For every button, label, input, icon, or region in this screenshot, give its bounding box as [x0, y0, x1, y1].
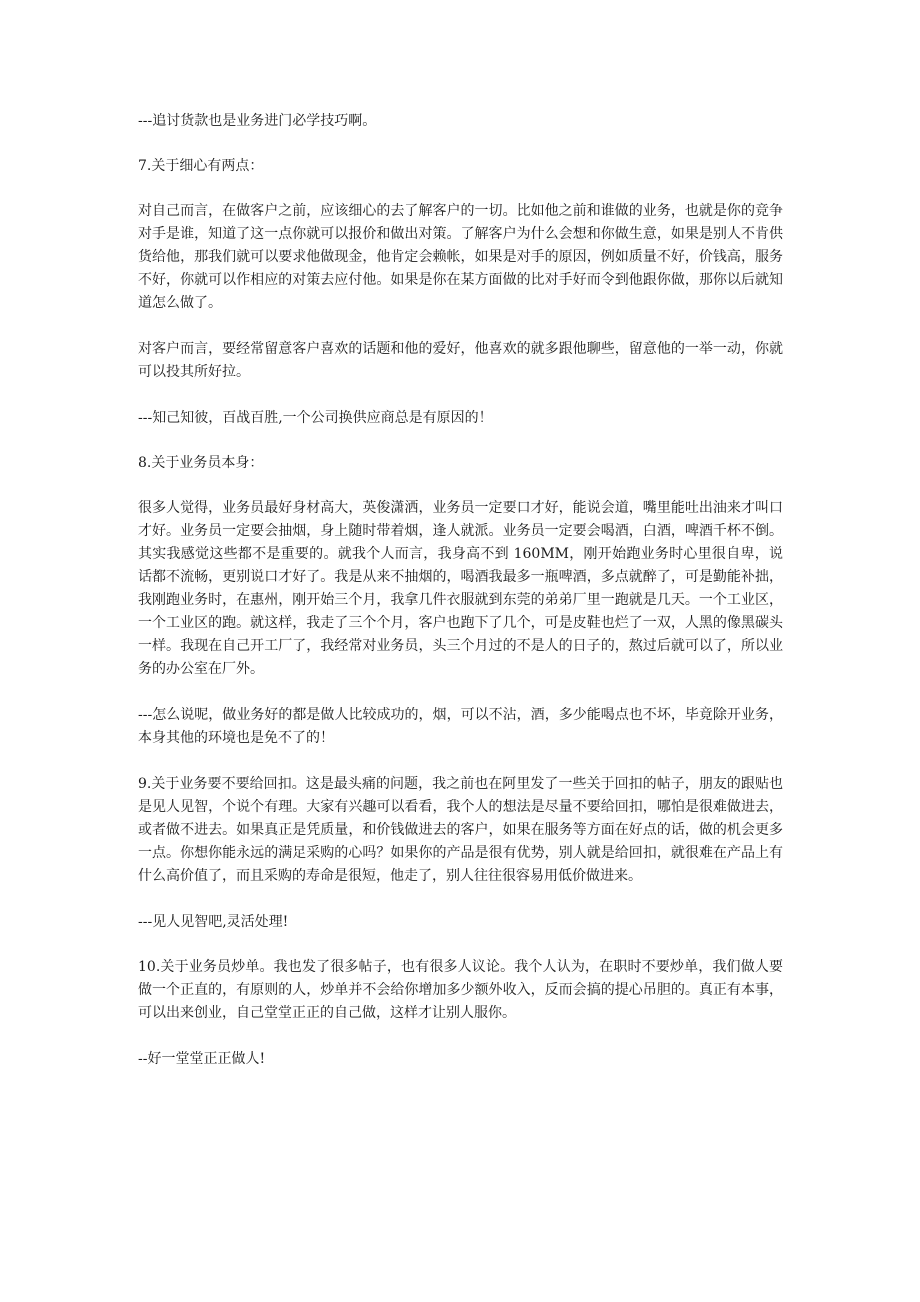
document-body	[138, 110, 783, 1093]
paragraph-collect-payment-note: ---追讨货款也是业务进门必学技巧啊。	[138, 113, 377, 129]
paragraph-kickback-note: ---见人见智吧,灵活处理!	[138, 914, 289, 930]
paragraph-know-enemy-note: ---知己知彼，百战百胜,一个公司换供应商总是有原因的！	[138, 410, 493, 426]
paragraph-integrity-note: --好一堂堂正正做人!	[138, 1051, 266, 1067]
heading-section-8: 8.关于业务员本身：	[138, 455, 264, 471]
paragraph-know-yourself: 对自己而言，在做客户之前，应该细心的去了解客户的一切。比如他之前和谁做的业务，也就是你的竞争对手是谁，知道了这一点你就可以报价和做出对策。了解客户为什么会想和你做生意，如果是别人不肯供货给他，那我们就可以要求他做现金，他肯定会赖帐，如果是对手的原因，例如质量不好，价钱高，服务不好，你就可以作相应的对策去应付他。如果是你在某方面做的比对手好而令到他跟你做，那你以后就知道怎么做了。	[138, 203, 783, 311]
paragraph-section-9-kickback: 9.关于业务要不要给回扣。这是最头痛的问题，我之前也在阿里发了一些关于回扣的帖子，朋友的跟贴也是见人见智，个说个有理。大家有兴趣可以看看，我个人的想法是尽量不要给回扣，哪怕是很难做进去，或者做不进去。如果真正是凭质量，和价钱做进去的客户，如果在服务等方面在好点的话，做的机会更多一点。你想你能永远的满足采购的心吗？如果你的产品是很有优势，别人就是给回扣，就很难在产品上有什么高价值了，而且采购的寿命是很短，他走了，别人往往很容易用低价做进来。	[138, 776, 783, 884]
heading-section-7: 7.关于细心有两点：	[138, 158, 264, 174]
paragraph-section-10-side-deals: 10.关于业务员炒单。我也发了很多帖子，也有很多人议论。我个人认为，在职时不要炒单，我们做人要做一个正直的，有原则的人，炒单并不会给你增加多少额外收入，反而会搞的提心吊胆的。真正有本事，可以出来创业，自己堂堂正正的自己做，这样才让别人服你。	[138, 959, 783, 1021]
paragraph-know-customer: 对客户而言，要经常留意客户喜欢的话题和他的爱好，他喜欢的就多跟他聊些，留意他的一举一动，你就可以投其所好拉。	[138, 341, 783, 380]
paragraph-salesman-note: ---怎么说呢，做业务好的都是做人比较成功的，烟，可以不沾，酒，多少能喝点也不坏，毕竟除开业务，本身其他的环境也是免不了的！	[138, 707, 783, 746]
paragraph-salesman-self: 很多人觉得，业务员最好身材高大，英俊潇洒，业务员一定要口才好，能说会道，嘴里能吐出油来才叫口才好。业务员一定要会抽烟，身上随时带着烟，逢人就派。业务员一定要会喝酒，白酒，啤酒千杯不倒。其实我感觉这些都不是重要的。就我个人而言，我身高不到 160MM，刚开始跑业务时心里很自卑，说话都不流畅，更别说口才好了。我是从来不抽烟的，喝酒我最多一瓶啤酒，多点就醉了，可是勤能补拙，我刚跑业务时，在惠州，刚开始三个月，我拿几件衣服就到东莞的弟弟厂里一跑就是几天。一个工业区，一个工业区的跑。就这样，我走了三个个月，客户也跑下了几个，可是皮鞋也烂了一双，人黑的像黑碳头一样。我现在自己开工厂了，我经常对业务员，头三个月过的不是人的日子的，熬过后就可以了，所以业务的办公室在厂外。	[138, 500, 783, 677]
